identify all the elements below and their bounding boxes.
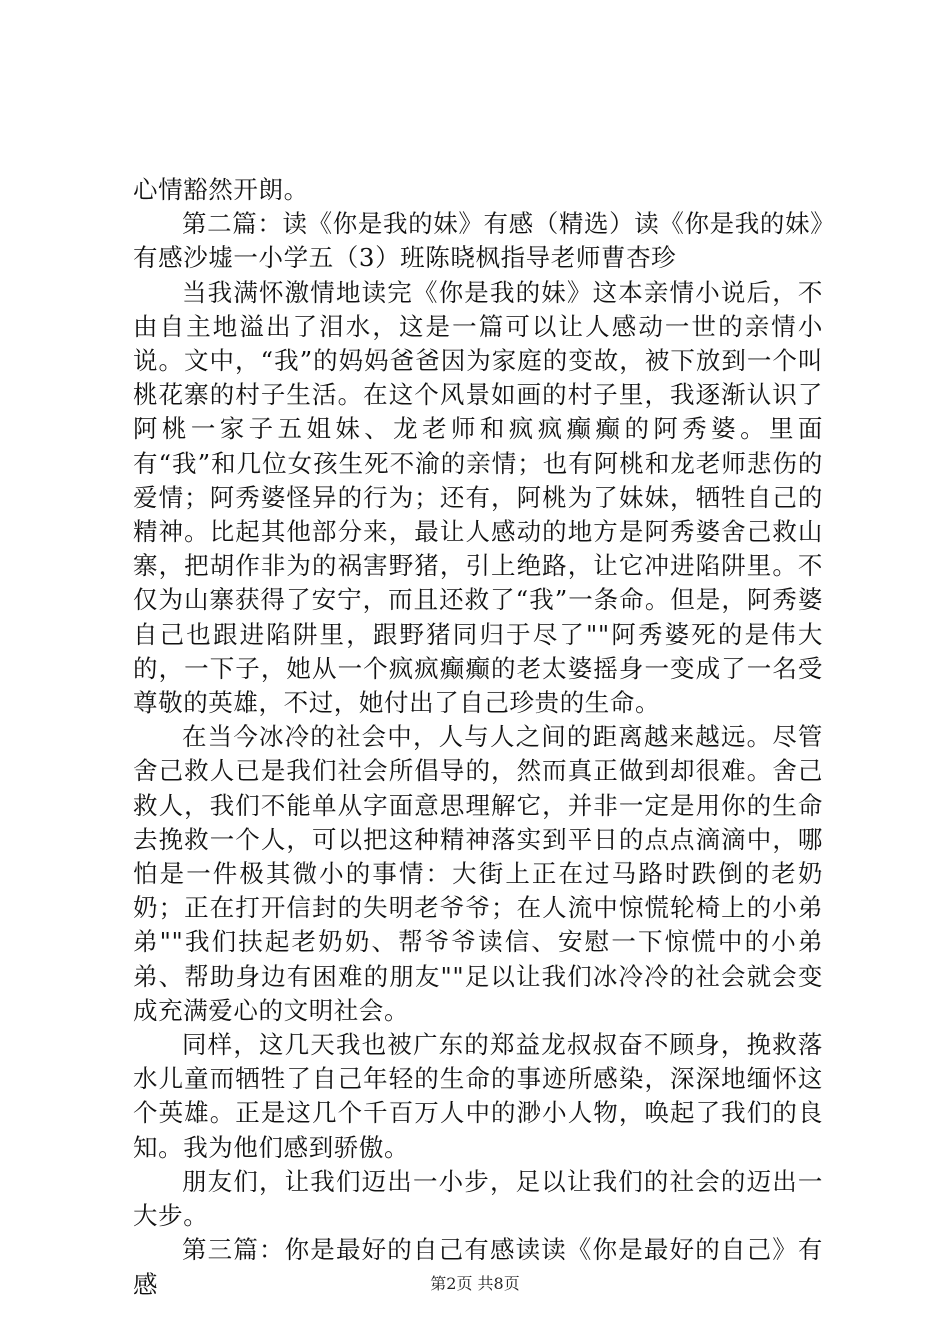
- paragraph-body: 在当今冰冷的社会中，人与人之间的距离越来越远。尽管舍己救人已是我们社会所倡导的，然而真正做到却很难。舍己救人，我们不能单从字面意思理解它，并非一定是用你的生命去挽救一个人，可以把这种精神落实到平日的点点滴滴中，哪怕是一件极其微小的事情：大街上正在过马路时跌倒的老奶奶；正在打开信封的失明老爷爷；在人流中惊慌轮椅上的小弟弟""我们扶起老奶奶、帮爷爷读信、安慰一下惊慌中的小弟弟、帮助身边有困难的朋友""足以让我们冰冷冷的社会就会变成充满爱心的文明社会。: [133, 722, 823, 1025]
- paragraph-body: 朋友们，让我们迈出一小步，足以让我们的社会的迈出一大步。: [133, 1166, 823, 1231]
- paragraph-section-three-title: 第三篇：你是最好的自己有感读读《你是最好的自己》有感: [133, 1235, 823, 1299]
- paragraph-continuation: 心情豁然开朗。: [133, 175, 309, 204]
- page-number-footer: 第2页 共8页: [430, 1274, 520, 1293]
- document-body: [133, 173, 823, 1302]
- paragraph-body: 同样，这几天我也被广东的郑益龙叔叔奋不顾身，挽救落水儿童而牺牲了自己年轻的生命的事迹所感染，深深地缅怀这个英雄。正是这几个千百万人中的渺小人物，唤起了我们的良知。我为他们感到骄傲。: [133, 1030, 823, 1162]
- paragraph-section-two-title: 第二篇：读《你是我的妹》有感（精选）读《你是我的妹》有感沙墟一小学五（3）班陈晓枫指导老师曹杏珍: [133, 209, 823, 273]
- paragraph-body: 当我满怀激情地读完《你是我的妹》这本亲情小说后，不由自主地溢出了泪水，这是一篇可以让人感动一世的亲情小说。文中，“我”的妈妈爸爸因为家庭的变故，被下放到一个叫桃花寨的村子生活。在这个风景如画的村子里，我逐渐认识了阿桃一家子五姐妹、龙老师和疯疯癫癫的阿秀婆。里面有“我”和几位女孩生死不渝的亲情；也有阿桃和龙老师悲伤的爱情；阿秀婆怪异的行为；还有，阿桃为了妹妹，牺牲自己的精神。比起其他部分来，最让人感动的地方是阿秀婆舍己救山寨，把胡作非为的祸害野猪，引上绝路，让它冲进陷阱里。不仅为山寨获得了安宁，而且还救了“我”一条命。但是，阿秀婆自己也跟进陷阱里，跟野猪同归于尽了""阿秀婆死的是伟大的，一下子，她从一个疯疯癫癫的老太婆摇身一变成了一名受尊敬的英雄，不过，她付出了自己珍贵的生命。: [133, 277, 823, 718]
